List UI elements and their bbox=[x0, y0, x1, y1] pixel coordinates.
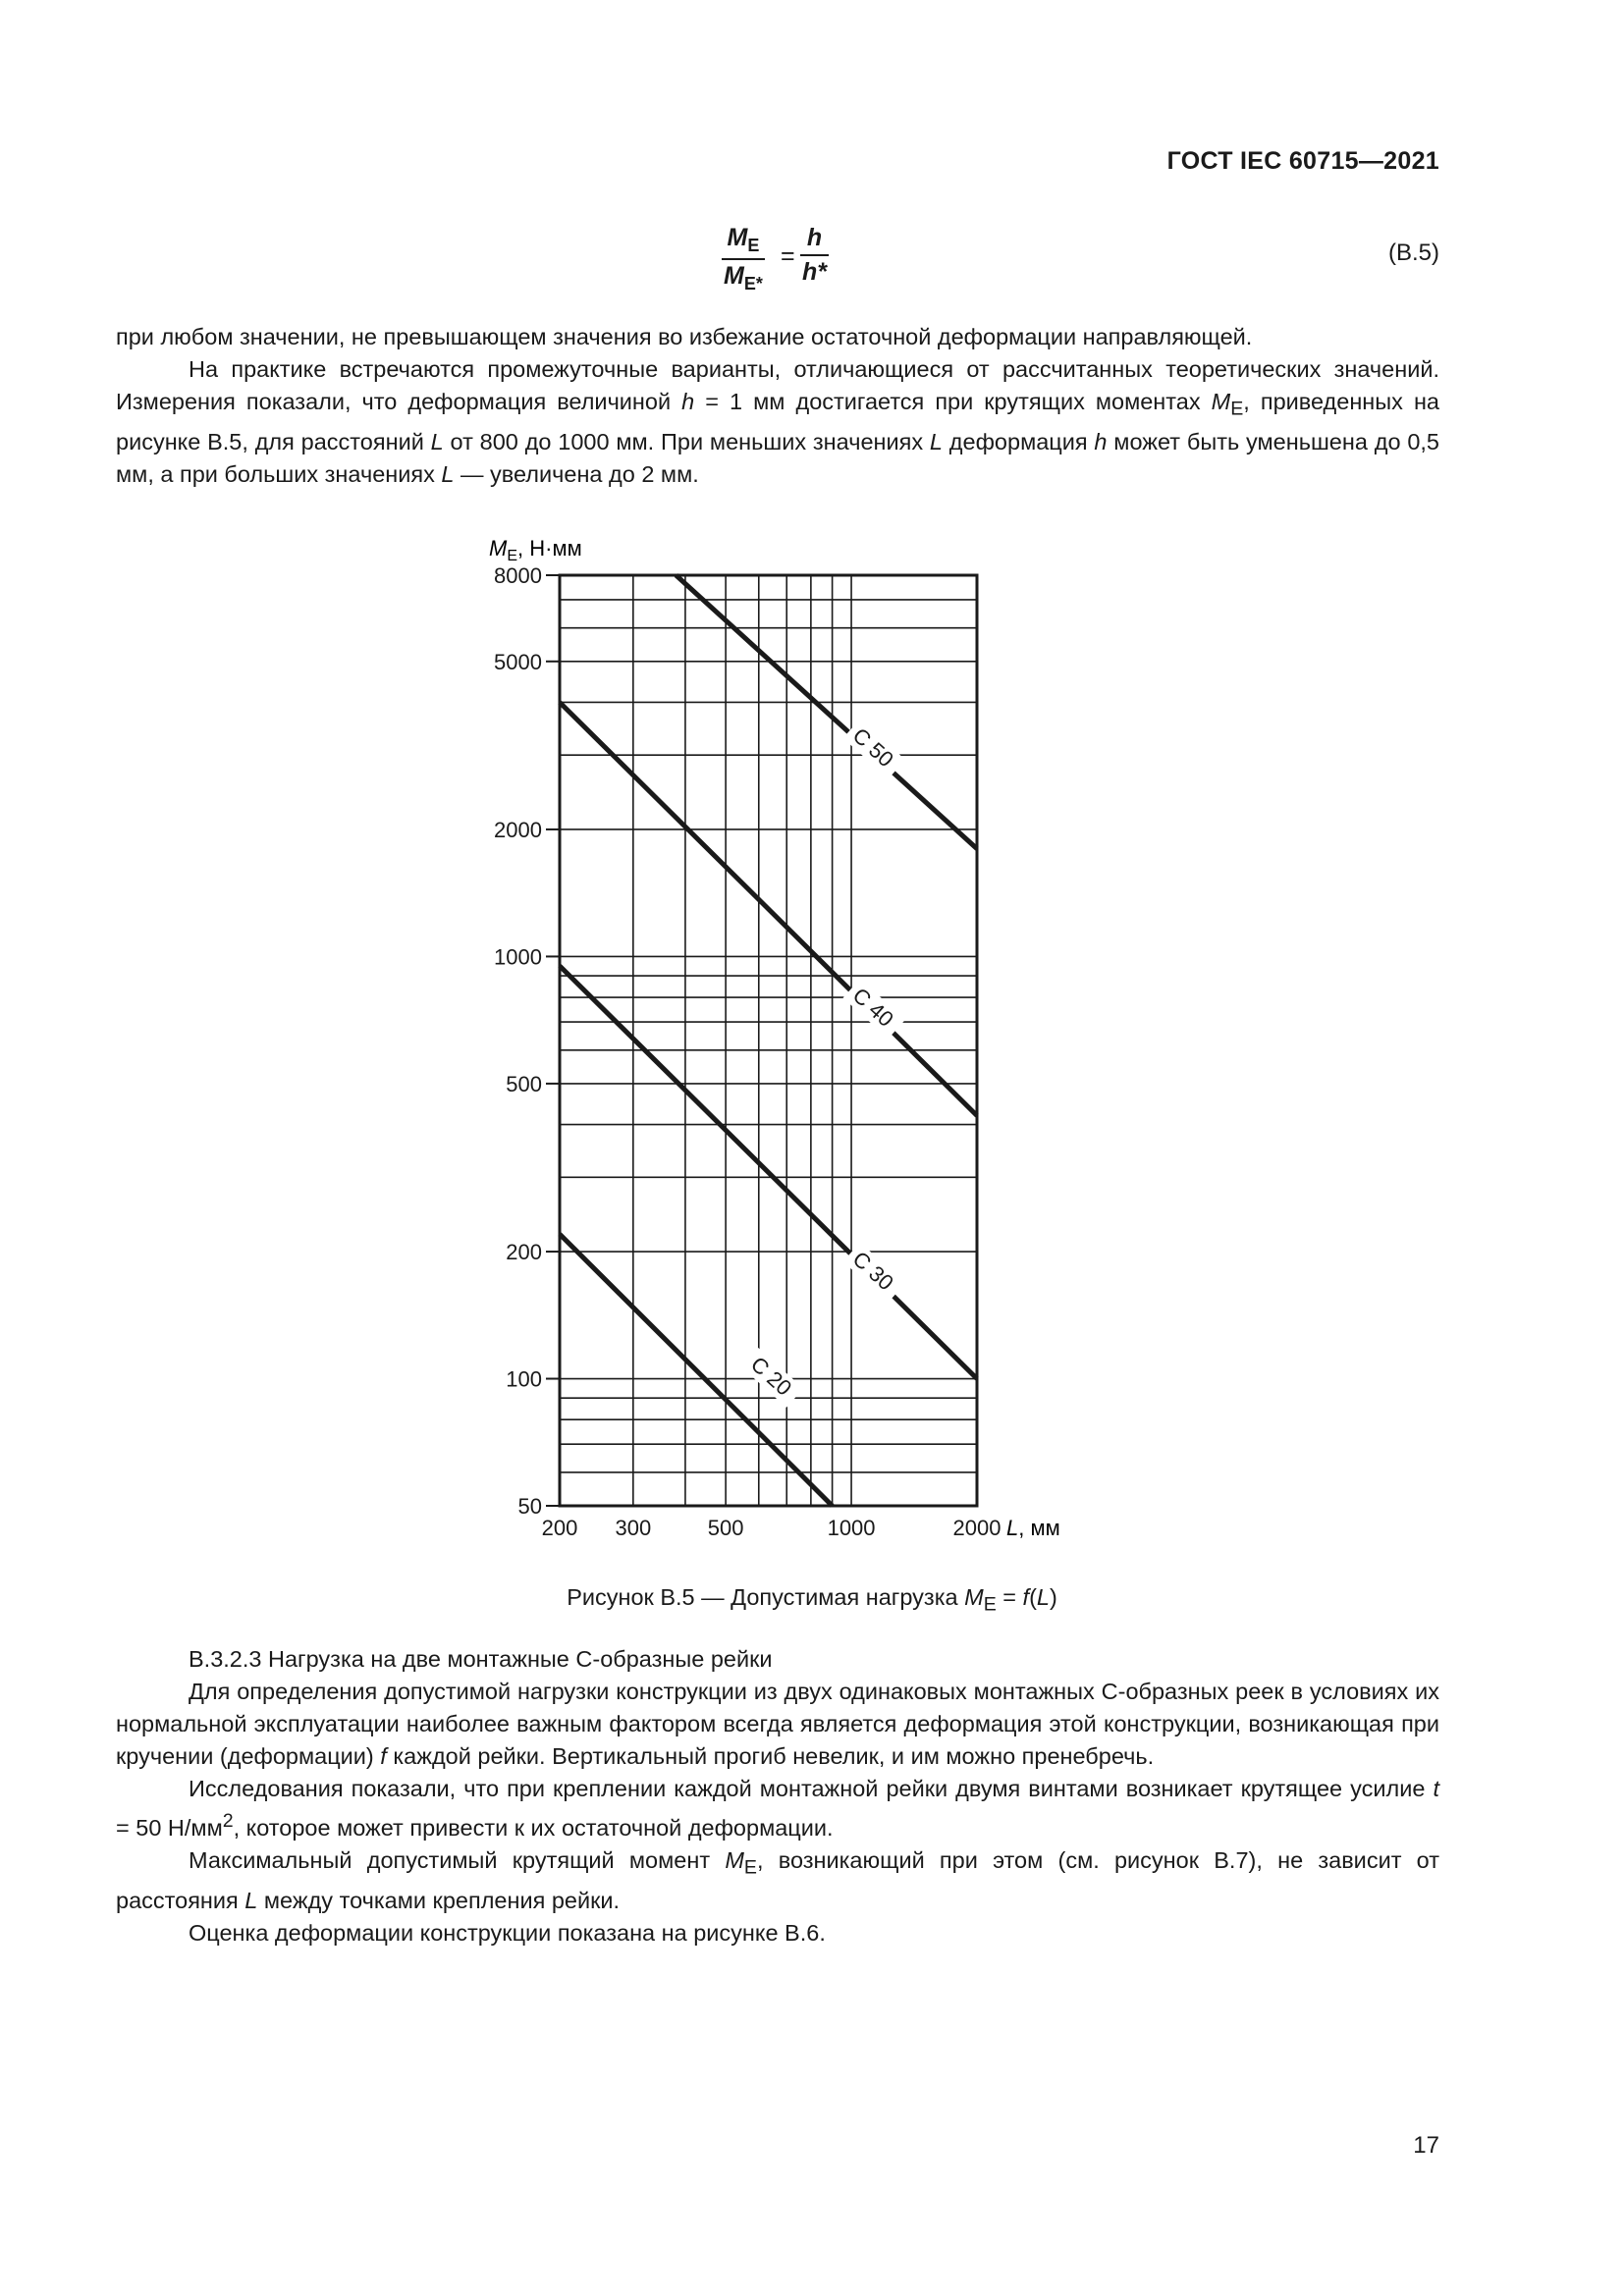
intro-paragraph-1: при любом значении, не превышающем значения во избежание остаточной деформации направляющей. bbox=[116, 324, 1253, 349]
y-tick-label: 2000 bbox=[494, 817, 542, 842]
chart-svg bbox=[471, 518, 1100, 1539]
page-number: 17 bbox=[1413, 2132, 1439, 2159]
series-label: C 50 bbox=[847, 722, 898, 773]
intro-paragraph-2: На практике встречаются промежуточные варианты, отличающиеся от рассчитанных теоретических значений. Измерения показали, что деформация величиной h = 1 мм достигается при крутящих моментах $M_E$, приведенных на рисунке В.5, для расстояний L от 800 до 1000 мм. При меньших значениях L деформация h может быть уменьшена до 0,5 мм, а при больших значениях L — увеличена до 2 мм. bbox=[116, 356, 1439, 487]
x-tick-label: 300 bbox=[615, 1516, 652, 1539]
series-label: C 20 bbox=[745, 1352, 797, 1401]
y-tick-label: 5000 bbox=[494, 649, 542, 674]
intro-text bbox=[116, 321, 1439, 491]
figure-caption: Рисунок В.5 — Допустимая нагрузка $M_E = f(L)$ bbox=[567, 1584, 1057, 1616]
section-b323 bbox=[116, 1643, 1439, 1949]
figure-b5-chart bbox=[471, 518, 1100, 1539]
x-tick-label: 2000 bbox=[952, 1516, 1001, 1539]
y-tick-label: 500 bbox=[506, 1071, 542, 1096]
section-paragraph-2: Исследования показали, что при креплении каждой монтажной рейки двумя винтами возникает крутящее усилие t = 50 $Н/мм^2$, которое может привести к их остаточной деформации. bbox=[116, 1776, 1439, 1841]
y-tick-label: 200 bbox=[506, 1240, 542, 1265]
formula-equals: = bbox=[781, 242, 795, 270]
x-tick-label: 1000 bbox=[827, 1516, 876, 1539]
section-heading: В.3.2.3 Нагрузка на две монтажные С-образные рейки bbox=[189, 1646, 773, 1672]
x-tick-label: 200 bbox=[541, 1516, 578, 1539]
y-tick-label: 100 bbox=[506, 1366, 542, 1392]
formula-left-fraction: $\frac{M_E}{M_{E*}}$ bbox=[724, 224, 763, 294]
series-label: C 40 bbox=[847, 983, 898, 1032]
formula-number: (В.5) bbox=[1387, 240, 1439, 266]
document-header: ГОСТ IEC 60715—2021 bbox=[1166, 147, 1439, 175]
series-label: C 30 bbox=[847, 1246, 898, 1296]
y-axis-label: $M_E$, Н·мм bbox=[489, 536, 582, 564]
series-label-group bbox=[843, 720, 905, 779]
y-tick-label: 1000 bbox=[494, 944, 542, 970]
x-tick-label: 500 bbox=[707, 1516, 744, 1539]
y-tick-label: 50 bbox=[517, 1494, 542, 1519]
section-paragraph-3: Максимальный допустимый крутящий момент $M_E$, возникающий при этом (см. рисунок В.7), не зависит от расстояния L между точками крепления рейки. bbox=[116, 1846, 1439, 1913]
series-line-c40 bbox=[560, 702, 977, 1115]
series-label-group bbox=[843, 979, 905, 1039]
y-tick-label: 8000 bbox=[494, 563, 542, 588]
series-line-c30 bbox=[560, 966, 977, 1379]
section-paragraph-4: Оценка деформации конструкции показана на рисунке В.6. bbox=[189, 1919, 826, 1946]
series-line-c20 bbox=[560, 1234, 833, 1506]
x-axis-label: L, мм bbox=[1006, 1516, 1060, 1539]
series-line-c50 bbox=[676, 575, 977, 849]
formula-right-fraction: $\frac{h}{h*}$ bbox=[802, 224, 827, 286]
section-paragraph-1: Для определения допустимой нагрузки конструкции из двух одинаковых монтажных С-образных реек в условиях их нормальной эксплуатации наиболее важным фактором всегда является деформация этой конструкции, возникающая при кручении (деформации) f каждой рейки. Вертикальный прогиб невелик, и им можно пренебречь. bbox=[116, 1679, 1439, 1769]
